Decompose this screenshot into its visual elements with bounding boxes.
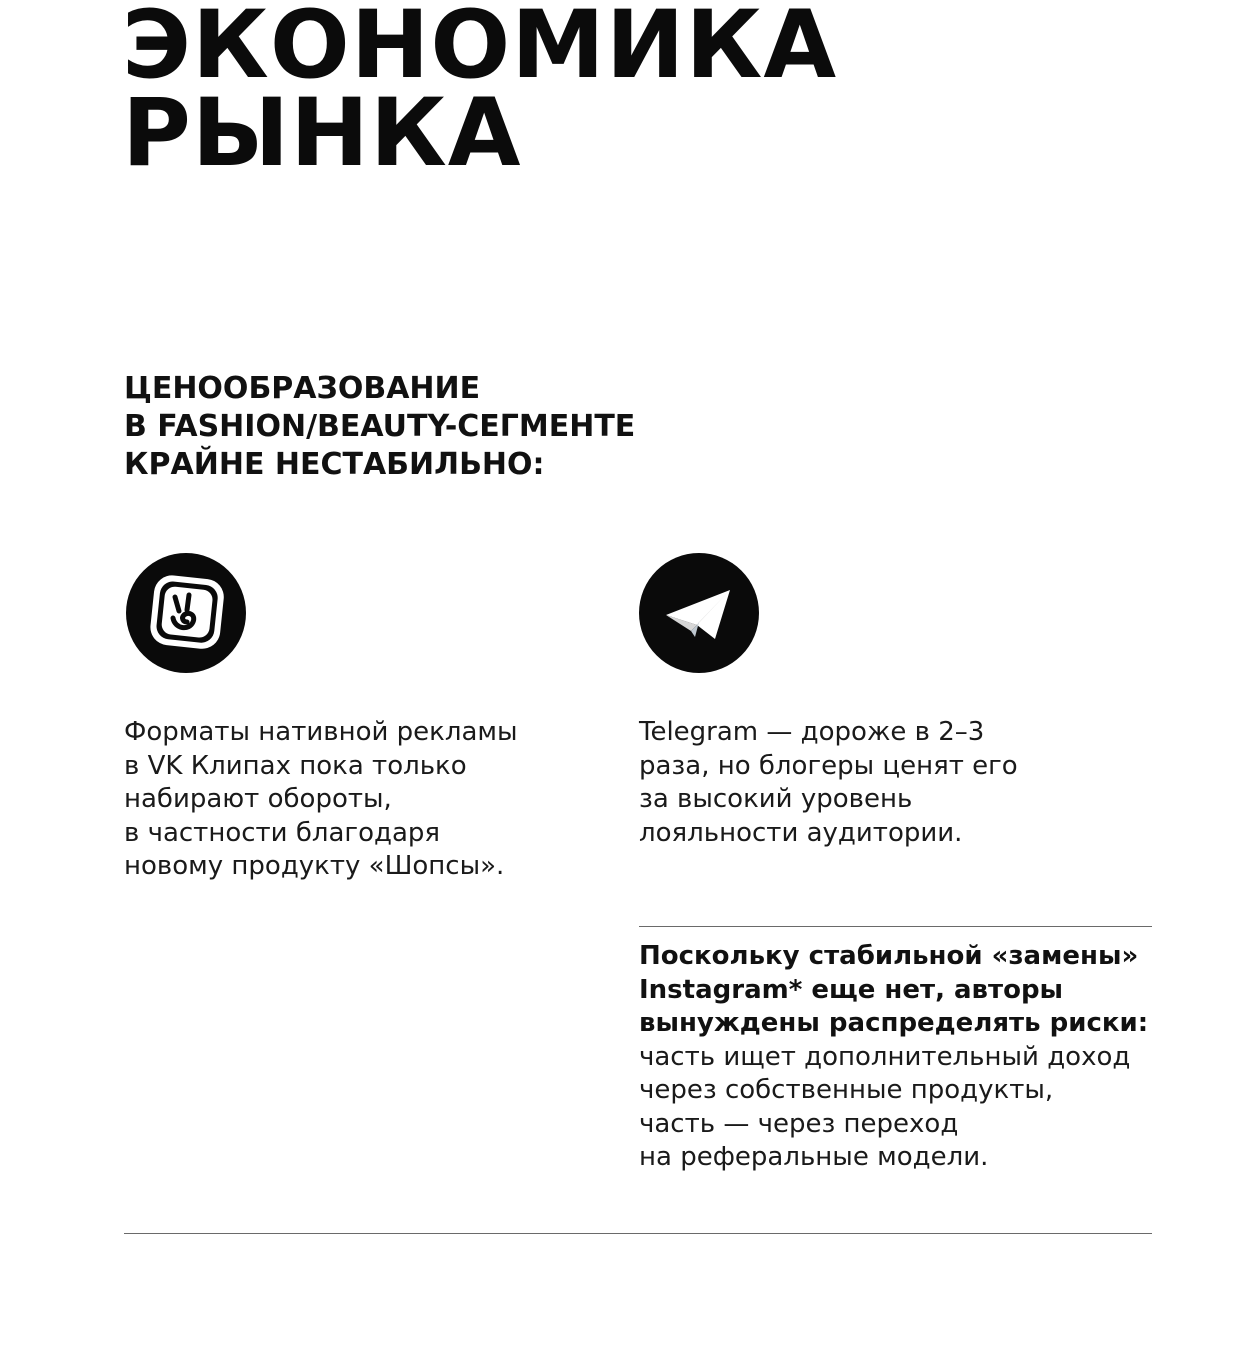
note-bold-line: Поскольку стабильной «замены» — [639, 941, 1139, 971]
page-title — [122, 0, 838, 188]
vk-clips-line: в частности благодаря — [124, 817, 441, 848]
note-line: на реферальные модели. — [639, 1142, 989, 1172]
vk-clips-description — [124, 716, 518, 884]
bottom-divider — [124, 1233, 1152, 1234]
note-line: часть ищет дополнительный доход — [639, 1041, 1131, 1072]
instagram-note — [639, 940, 1148, 1175]
page-title-line-2: РЫНКА — [122, 79, 522, 188]
section-heading-line-2: В FASHION/BEAUTY-СЕГМЕНТЕ — [124, 409, 636, 444]
section-heading — [124, 370, 635, 484]
note-line: часть — через переход — [639, 1108, 959, 1139]
section-heading-line-1: ЦЕНООБРАЗОВАНИЕ — [124, 371, 481, 406]
telegram-line: раза, но блогеры ценят его — [639, 750, 1018, 781]
telegram-description — [639, 716, 1018, 850]
telegram-line: Telegram — дороже в 2–3 — [639, 717, 985, 747]
note-bold-line: Instagram* еще нет, авторы — [639, 974, 1064, 1005]
page-title-line-1: ЭКОНОМИКА — [122, 0, 838, 100]
note-line: через собственные продукты, — [639, 1075, 1054, 1105]
vk-clips-line: Форматы нативной рекламы — [124, 717, 518, 747]
section-heading-line-3: КРАЙНЕ НЕСТАБИЛЬНО: — [124, 447, 545, 482]
vk-clips-line: набирают обороты, — [124, 784, 392, 814]
vk-clips-icon — [126, 553, 246, 673]
vk-clips-line: новому продукту «Шопсы». — [124, 851, 505, 881]
vk-clips-line: в VK Клипах пока только — [124, 750, 467, 781]
telegram-line: за высокий уровень — [639, 784, 913, 814]
telegram-icon — [639, 553, 759, 673]
note-bold-line: вынуждены распределять риски: — [639, 1008, 1149, 1038]
divider — [639, 926, 1152, 927]
telegram-line: лояльности аудитории. — [639, 817, 963, 848]
